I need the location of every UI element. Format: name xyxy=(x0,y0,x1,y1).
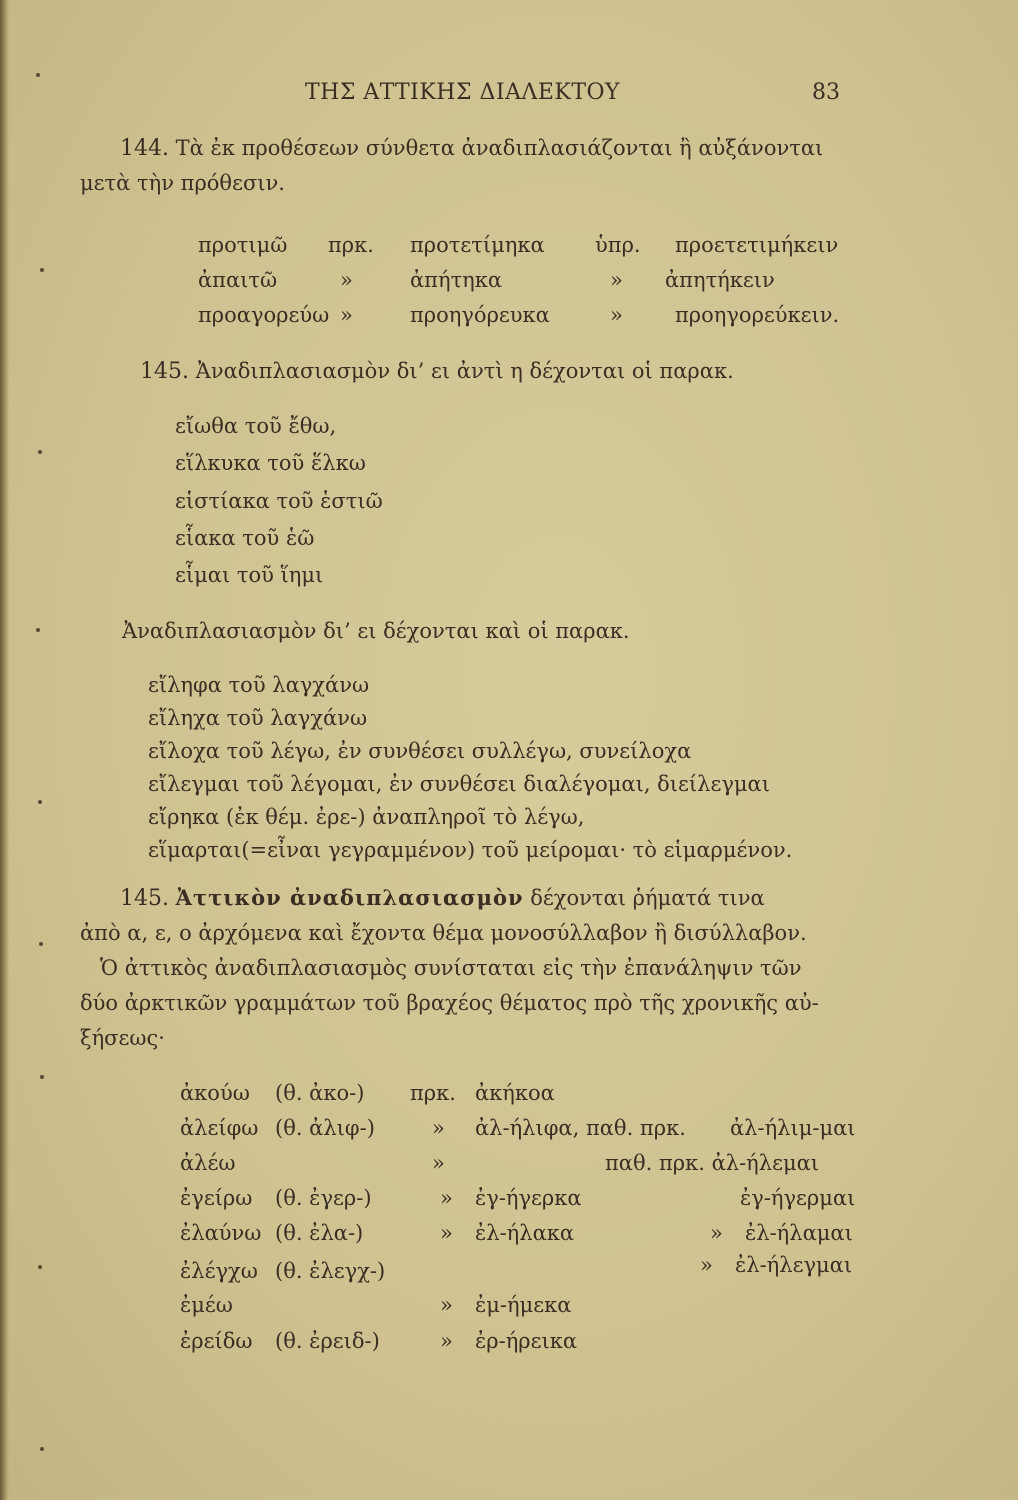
passive-cell: παθ. πρκ. ἀλ-ήλεμαι xyxy=(605,1151,820,1175)
speck xyxy=(40,1075,44,1079)
section-144-line-1 xyxy=(120,135,823,162)
table-cell: ἀπητήκειν xyxy=(665,268,775,292)
paragraph-line: Ὁ ἀττικὸς ἀναδιπλασιασμὸς συνίσταται εἰς τὴν ἐπανάληψιν τῶν xyxy=(100,956,802,980)
passive-cell: ἀλ-ήλιμ-μαι xyxy=(730,1116,856,1140)
section-145-line xyxy=(140,358,734,385)
example-line: εἷμαι τοῦ ἵημι xyxy=(175,563,324,587)
speck xyxy=(38,450,42,454)
passive-cell: ἐλ-ήλεγμαι xyxy=(735,1253,853,1277)
stem-cell: (θ. ἐρειδ-) xyxy=(275,1329,380,1353)
stem-cell: (θ. ἀκο-) xyxy=(275,1081,365,1105)
verb-cell: ἐμέω xyxy=(180,1293,233,1317)
example-line: εἴληφα τοῦ λαγχάνω xyxy=(148,673,370,697)
example-line: εἴλεγμαι τοῦ λέγομαι, ἐν συνθέσει διαλέγομαι, διείλεγμαι xyxy=(148,772,770,796)
table-cell: προτιμῶ xyxy=(198,233,288,257)
section-144-line-2: μετὰ τὴν πρόθεσιν. xyxy=(80,171,285,195)
table-cell: ἀπήτηκα xyxy=(410,268,503,292)
example-line: εἷακα τοῦ ἑῶ xyxy=(175,526,315,550)
speck xyxy=(39,942,43,946)
mark-cell: » xyxy=(432,1116,445,1140)
verb-cell: ἀκούω xyxy=(180,1081,250,1105)
mark-cell: πρκ. xyxy=(410,1081,456,1105)
example-line: εἱστίακα τοῦ ἑστιῶ xyxy=(175,489,383,513)
perfect-cell: ἐρ-ήρεικα xyxy=(475,1329,578,1353)
table-cell: προαγορεύω xyxy=(198,303,330,327)
stem-cell: (θ. ἐλα-) xyxy=(275,1221,364,1245)
paragraph-line: Ἀναδιπλασιασμὸν δι’ ει δέχονται καὶ οἱ παρακ. xyxy=(122,619,630,643)
section-text: Ἀναδιπλασιασμὸν δι’ ει ἀντὶ η δέχονται οἱ παρακ. xyxy=(195,359,734,383)
stem-cell: (θ. ἐγερ-) xyxy=(275,1186,372,1210)
table-cell: πρκ. xyxy=(328,233,374,257)
verb-cell: ἐρείδω xyxy=(180,1329,253,1353)
verb-cell: ἐλαύνω xyxy=(180,1221,262,1245)
speck xyxy=(40,1447,44,1451)
passive-cell: ἐλ-ήλαμαι xyxy=(745,1221,853,1245)
perfect-cell: ἐλ-ήλακα xyxy=(475,1221,575,1245)
table-cell: προηγόρευκα xyxy=(410,303,550,327)
mark-cell: » xyxy=(440,1329,453,1353)
perfect-cell: ἀλ-ήλιφα, παθ. πρκ. xyxy=(475,1116,686,1140)
mark-cell: » xyxy=(700,1253,713,1277)
binding-edge xyxy=(0,0,9,1500)
table-cell: προετετιμήκειν xyxy=(675,233,839,257)
section-text: δέχονται ῥήματά τινα xyxy=(530,886,765,910)
table-cell: » xyxy=(340,303,353,327)
perfect-cell: ἀκήκοα xyxy=(475,1081,555,1105)
mark-cell: » xyxy=(440,1186,453,1210)
speck xyxy=(38,1265,42,1269)
table-cell: προτετίμηκα xyxy=(410,233,545,257)
stem-cell: (θ. ἀλιφ-) xyxy=(275,1116,375,1140)
speck xyxy=(36,628,40,632)
verb-cell: ἐλέγχω xyxy=(180,1259,258,1283)
example-line: εἵλκυκα τοῦ ἕλκω xyxy=(175,451,366,475)
speck xyxy=(38,800,42,804)
paragraph-line: δύο ἀρκτικῶν γραμμάτων τοῦ βραχέος θέματος πρὸ τῆς χρονικῆς αὐ- xyxy=(80,991,819,1015)
table-cell: προηγορεύκειν. xyxy=(675,303,840,327)
passive-cell: ἐγ-ήγερμαι xyxy=(740,1186,856,1210)
paragraph-line: ξήσεως· xyxy=(80,1026,165,1050)
table-cell: » xyxy=(610,303,623,327)
section-number: 145. xyxy=(140,359,189,384)
verb-cell: ἀλέω xyxy=(180,1151,236,1175)
section-number: 145. xyxy=(120,886,169,911)
mark-cell: » xyxy=(440,1221,453,1245)
example-line: εἴληχα τοῦ λαγχάνω xyxy=(148,706,368,730)
section-145b-line-1 xyxy=(120,885,765,912)
table-cell: » xyxy=(610,268,623,292)
example-line: εἴλοχα τοῦ λέγω, ἐν συνθέσει συλλέγω, συνείλοχα xyxy=(148,739,692,763)
example-line: εἵμαρται(=εἶναι γεγραμμένον) τοῦ μείρομαι· τὸ εἱμαρμένον. xyxy=(148,838,793,862)
speck xyxy=(40,268,44,272)
mark-cell: » xyxy=(440,1293,453,1317)
stem-cell: (θ. ἐλεγχ-) xyxy=(275,1259,386,1283)
table-cell: ὑπρ. xyxy=(595,233,641,257)
speck xyxy=(36,73,40,77)
example-line: εἴρηκα (ἐκ θέμ. ἐρε-) ἀναπληροῖ τὸ λέγω, xyxy=(148,805,585,829)
section-heading: Ἀττικὸν ἀναδιπλασιασμὸν xyxy=(175,885,524,910)
section-number: 144. xyxy=(120,136,169,161)
example-line: εἴωθα τοῦ ἔθω, xyxy=(175,414,337,438)
verb-cell: ἀλείφω xyxy=(180,1116,259,1140)
table-cell: ἀπαιτῶ xyxy=(198,268,278,292)
running-header: ΤΗΣ ΑΤΤΙΚΗΣ ΔΙΑΛΕΚΤΟΥ xyxy=(305,80,621,105)
table-cell: » xyxy=(340,268,353,292)
perfect-cell: ἐμ-ήμεκα xyxy=(475,1293,572,1317)
page-number: 83 xyxy=(812,80,840,105)
mark-cell: » xyxy=(710,1221,723,1245)
verb-cell: ἐγείρω xyxy=(180,1186,253,1210)
paragraph-line: ἀπὸ α, ε, ο ἀρχόμενα καὶ ἔχοντα θέμα μονοσύλλαβον ἢ δισύλλαβον. xyxy=(80,921,807,945)
section-text: Τὰ ἐκ προθέσεων σύνθετα ἀναδιπλασιάζονται ἢ αὐξάνονται xyxy=(175,136,824,160)
mark-cell: » xyxy=(432,1151,445,1175)
perfect-cell: ἐγ-ήγερκα xyxy=(475,1186,582,1210)
